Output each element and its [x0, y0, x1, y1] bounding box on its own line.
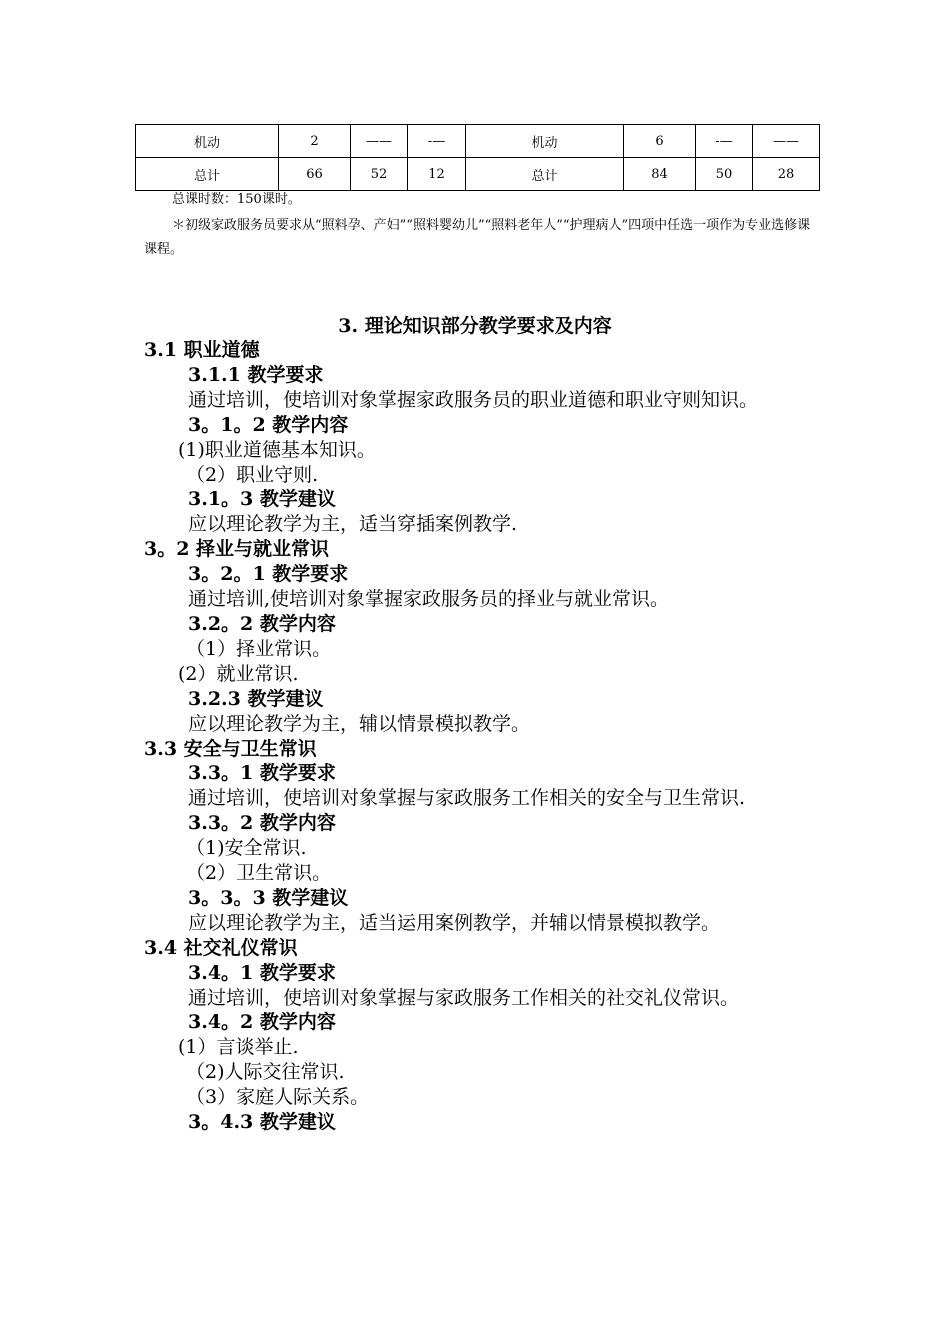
table-cell: —— — [753, 125, 820, 158]
list-item: (2）就业常识. — [178, 662, 299, 685]
list-item: （2）卫生常识。 — [186, 862, 332, 885]
table-cell: 84 — [624, 158, 696, 191]
table-cell: —— — [351, 125, 408, 158]
paragraph: 通过培训，使培训对象掌握与家政服务工作相关的安全与卫生常识. — [188, 787, 746, 810]
table-cell: 机动 — [136, 125, 279, 158]
course-hours-table — [135, 124, 820, 191]
elective-note: ＊初级家政服务员要求从“照料孕、产妇”“照料婴幼儿”“照料老年人”“护理病人”四项中任选一项作为专业选修课课程。 — [144, 218, 811, 257]
subsection-heading: 3。3。3 教学建议 — [188, 886, 349, 909]
subsection-heading: 3.1.1 教学要求 — [188, 363, 324, 386]
section-heading: 3.3 安全与卫生常识 — [144, 737, 317, 760]
table-cell: 52 — [351, 158, 408, 191]
table-cell: 66 — [279, 158, 351, 191]
subsection-heading: 3。2。1 教学要求 — [188, 563, 349, 586]
table-cell: 总计 — [136, 158, 279, 191]
paragraph: 通过培训，使培训对象掌握家政服务员的职业道德和职业守则知识。 — [188, 388, 759, 411]
table-row — [136, 125, 820, 158]
table-row — [136, 158, 820, 191]
document-body — [144, 338, 816, 1135]
subsection-heading: 3。1。2 教学内容 — [188, 413, 349, 436]
table-cell: -— — [696, 125, 753, 158]
list-item: （3）家庭人际关系。 — [186, 1086, 370, 1109]
subsection-heading: 3.2。2 教学内容 — [188, 612, 336, 635]
paragraph: 应以理论教学为主，辅以情景模拟教学。 — [188, 712, 531, 735]
table-cell: 12 — [408, 158, 466, 191]
subsection-heading: 3.1。3 教学建议 — [188, 488, 336, 511]
table-cell: 50 — [696, 158, 753, 191]
list-item: （1）择业常识。 — [186, 637, 332, 660]
section-heading: 3。2 择业与就业常识 — [144, 538, 330, 561]
total-hours-note: 总课时数：150课时。 — [172, 192, 301, 207]
section-heading: 3.1 职业道德 — [144, 339, 260, 361]
paragraph: 应以理论教学为主，适当运用案例教学，并辅以情景模拟教学。 — [188, 911, 721, 934]
table-cell: 2 — [279, 125, 351, 158]
table-cell: -— — [408, 125, 466, 158]
table-cell: 机动 — [466, 125, 624, 158]
paragraph: 通过培训，使培训对象掌握与家政服务工作相关的社交礼仪常识。 — [188, 986, 740, 1009]
subsection-heading: 3.2.3 教学建议 — [188, 687, 324, 710]
list-item: （2）职业守则. — [186, 463, 319, 486]
subsection-heading: 3.3。1 教学要求 — [188, 762, 336, 785]
table-cell: 总计 — [466, 158, 624, 191]
list-item: (1）言谈举止. — [178, 1036, 299, 1059]
subsection-heading: 3.4。2 教学内容 — [188, 1011, 336, 1034]
list-item: （1)安全常识. — [186, 837, 307, 860]
subsection-heading: 3.4。1 教学要求 — [188, 961, 336, 984]
section-heading: 3.4 社交礼仪常识 — [144, 936, 298, 959]
paragraph: 应以理论教学为主，适当穿插案例教学. — [188, 513, 518, 536]
table-cell: 28 — [753, 158, 820, 191]
table-cell: 6 — [624, 125, 696, 158]
subsection-heading: 3.3。2 教学内容 — [188, 812, 336, 835]
section-title: 3. 理论知识部分教学要求及内容 — [338, 315, 612, 337]
subsection-heading: 3。4.3 教学建议 — [188, 1111, 336, 1134]
list-item: (1)职业道德基本知识。 — [178, 438, 376, 461]
paragraph: 通过培训,使培训对象掌握家政服务员的择业与就业常识。 — [188, 588, 670, 611]
list-item: （2)人际交往常识. — [186, 1061, 345, 1084]
